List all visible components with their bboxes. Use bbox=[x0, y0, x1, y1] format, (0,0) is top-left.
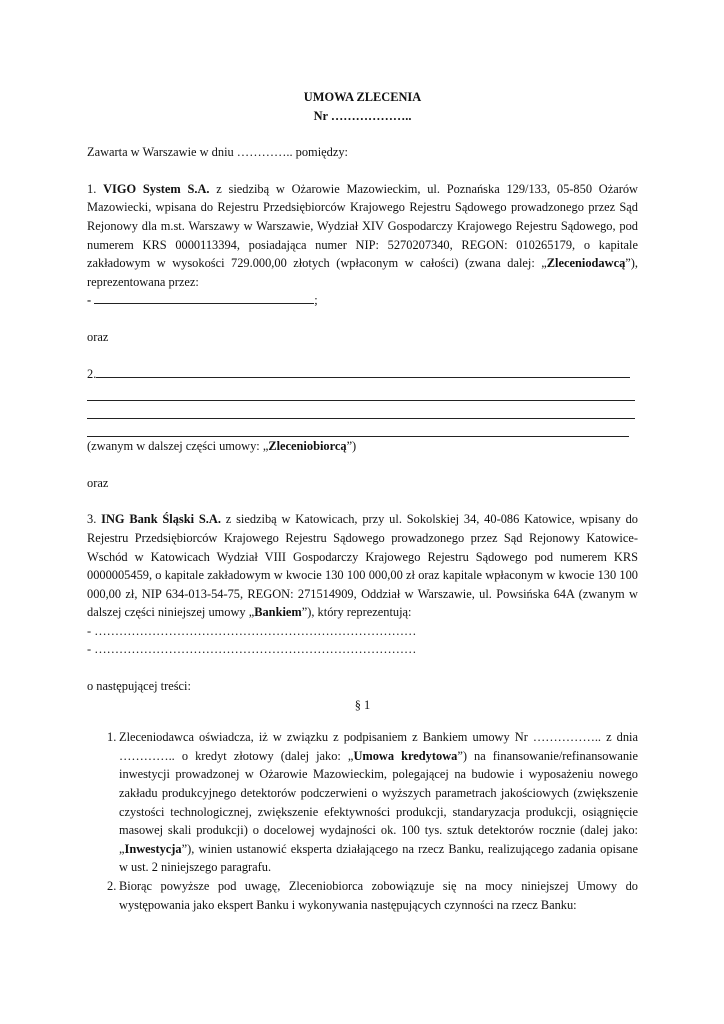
party1-num: 1. bbox=[87, 181, 97, 196]
party2-line-1 bbox=[87, 365, 638, 384]
item-1-number: 1. bbox=[107, 730, 117, 745]
oraz-1: oraz bbox=[87, 329, 109, 344]
content-intro: o następującej treści: bbox=[87, 679, 191, 694]
party3-text-end: ”), który reprezentują: bbox=[301, 605, 412, 620]
party1-representative bbox=[87, 291, 638, 310]
document-number: Nr ……………….. bbox=[313, 108, 412, 123]
section-item-list bbox=[87, 728, 638, 914]
item-2-text: Biorąc powyższe pod uwagę, Zleceniobiorca zobowiązuje się na mocy niniejszej Umowy do występowania jako ekspert Banku i wykonywania następujących czynności na rzecz Banku: bbox=[119, 879, 638, 912]
party2-alias: Zleceniobiorcą bbox=[268, 439, 347, 454]
item-1-text-c: ”), winien ustanowić eksperta działającego na rzecz Banku, realizującego zadania opisane w ust. 2 niniejszego paragrafu. bbox=[119, 841, 638, 875]
item-1-bold-b: Inwestycja bbox=[124, 841, 182, 856]
intro-line: Zawarta w Warszawie w dniu ………….. pomiędzy: bbox=[87, 145, 348, 160]
party2-note bbox=[87, 437, 638, 456]
party1-rep-suffix: ; bbox=[314, 293, 318, 308]
party2-note-prefix: (zwanym w dalszej części umowy: „ bbox=[87, 439, 269, 454]
document-body bbox=[87, 88, 638, 914]
item-1-text-a: Zleceniodawca oświadcza, iż w związku z podpisaniem z Bankiem umowy Nr …………….. z dnia ………….. o kredyt złotowy (dalej jako: „ bbox=[119, 730, 638, 763]
oraz-2: oraz bbox=[87, 475, 109, 490]
list-item bbox=[87, 728, 638, 877]
document-title: UMOWA ZLECENIA bbox=[303, 90, 422, 104]
party2-blank-line-3 bbox=[87, 401, 635, 419]
item-1-bold-a: Umowa kredytowa bbox=[353, 748, 458, 763]
party3-name: ING Bank Śląski S.A. bbox=[101, 512, 221, 527]
party3-paragraph bbox=[87, 510, 638, 622]
party1-text-end: ”), reprezentowana przez: bbox=[87, 256, 638, 289]
list-item bbox=[87, 877, 638, 914]
section-heading: § 1 bbox=[354, 697, 371, 712]
party2-blank-line-4 bbox=[87, 419, 629, 437]
party2-num: 2. bbox=[87, 366, 97, 381]
party3-num: 3. bbox=[87, 512, 97, 527]
party3-alias: Bankiem bbox=[254, 605, 302, 620]
item-1-text-b: ”) na finansowanie/refinansowanie inwestycji prowadzonej w Ożarowie Mazowieckim, polegającej na budowie i wyposażeniu nowego zakładu produkcyjnego detektorów podczerwieni o wyższych parametrach jakościowych (zwiększenie czystości technologicznej, zwiększenie efektywności produkcji, standaryzacja produkcji, osiągnięcie masowej skali produkcji) o docelowej wydajności ok. 100 tys. sztuk detektorów rocznie (dalej jako: „ bbox=[119, 748, 638, 856]
party3-rep-1: - …………………………………………………………………… bbox=[87, 623, 417, 638]
party1-rep-blank-line bbox=[94, 291, 314, 304]
party3-rep-2: - …………………………………………………………………… bbox=[87, 642, 417, 657]
party1-text: z siedzibą w Ożarowie Mazowieckim, ul. Poznańska 129/133, 05-850 Ożarów Mazowiecki, wpisana do Rejestru Przedsiębiorców Krajowego Rejestru Sądowego prowadzonego przez Sąd Rejonowy dla m.st. Warszawy w Warszawie, Wydział XIV Gospodarczy Krajowego Rejestru Sądowego, pod numerem KRS 0000113394, posiadająca numer NIP: 5270207340, REGON: 010265179, o kapitale zakładowym w wysokości 729.000,00 złotych (wpłaconym w całości) (zwana dalej: „ bbox=[87, 181, 638, 271]
party1-paragraph bbox=[87, 180, 638, 292]
party2-blank-line-2 bbox=[87, 383, 635, 401]
party1-rep-prefix: - bbox=[87, 293, 95, 308]
party2-blank-line-1 bbox=[96, 365, 630, 378]
party1-name: VIGO System S.A. bbox=[103, 181, 210, 196]
item-2-number: 2. bbox=[107, 879, 117, 893]
party3-text: z siedzibą w Katowicach, przy ul. Sokolskiej 34, 40-086 Katowice, wpisany do Rejestru Przedsiębiorców Krajowego Rejestru Sądowego prowadzonego przez Sąd Rejonowy Katowice-Wschód w Katowicach Wydział VIII Gospodarczy Krajowego Rejestru Sądowego pod numerem KRS 0000005459, o kapitale zakładowym w kwocie 130 100 000,00 zł oraz kapitale wpłaconym w kwocie 130 100 000,00 zł, NIP 634-013-54-75, REGON: 271514909, Oddział w Warszawie, ul. Powsińska 64A (zwanym w dalszej części niniejszej umowy „ bbox=[87, 512, 638, 620]
party2-note-suffix: ”) bbox=[346, 439, 357, 454]
party1-alias: Zleceniodawcą bbox=[546, 256, 626, 271]
